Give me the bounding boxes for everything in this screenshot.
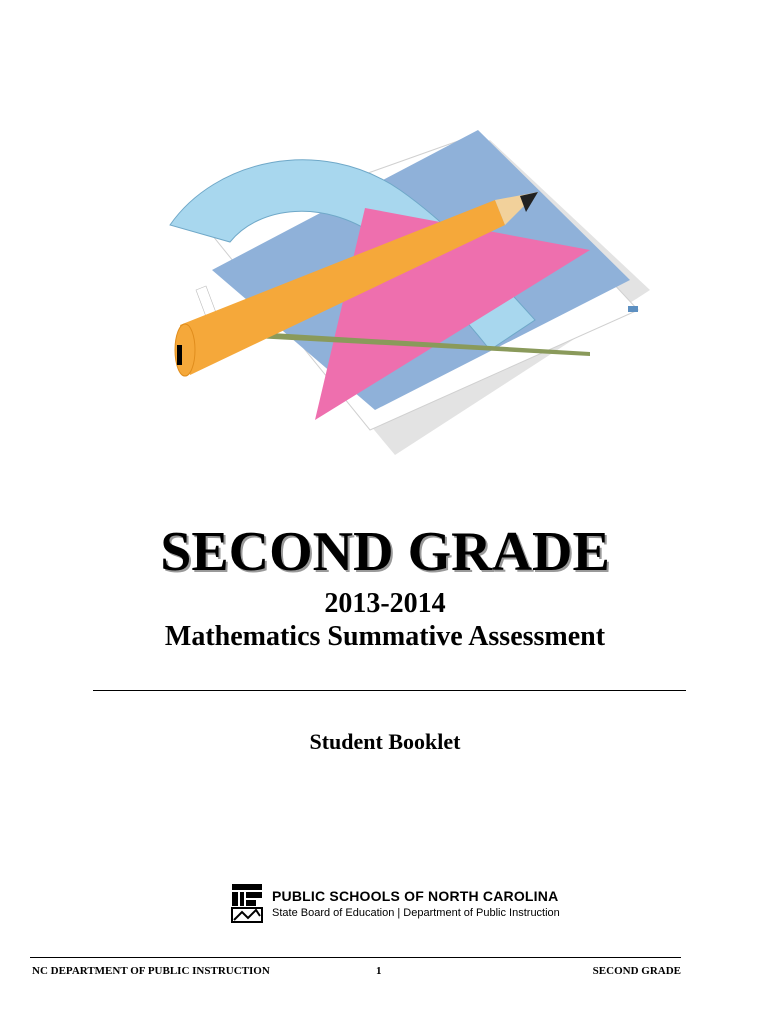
divider-line (93, 690, 686, 691)
school-year: 2013-2014 (324, 588, 446, 619)
geometry-tools-illustration (160, 120, 660, 465)
paper-corner-mark (628, 306, 638, 312)
logo-name: PUBLIC SCHOOLS OF NORTH CAROLINA (272, 888, 559, 904)
assessment-subject: Mathematics Summative Assessment (164, 621, 606, 652)
booklet-type: Student Booklet (309, 729, 461, 754)
nc-public-schools-logo (230, 882, 560, 924)
page-number: 1 (376, 965, 382, 977)
footer-divider (30, 957, 681, 958)
pencil-eraser-mark (177, 345, 182, 365)
nc-public-schools-mark-icon (230, 882, 266, 924)
footer-department: NC DEPARTMENT OF PUBLIC INSTRUCTION (32, 965, 270, 977)
footer-grade: SECOND GRADE (592, 965, 681, 977)
grade-title: SECOND GRADE (160, 521, 610, 583)
logo-subtitle: State Board of Education | Department of Public Instruction (272, 907, 560, 919)
